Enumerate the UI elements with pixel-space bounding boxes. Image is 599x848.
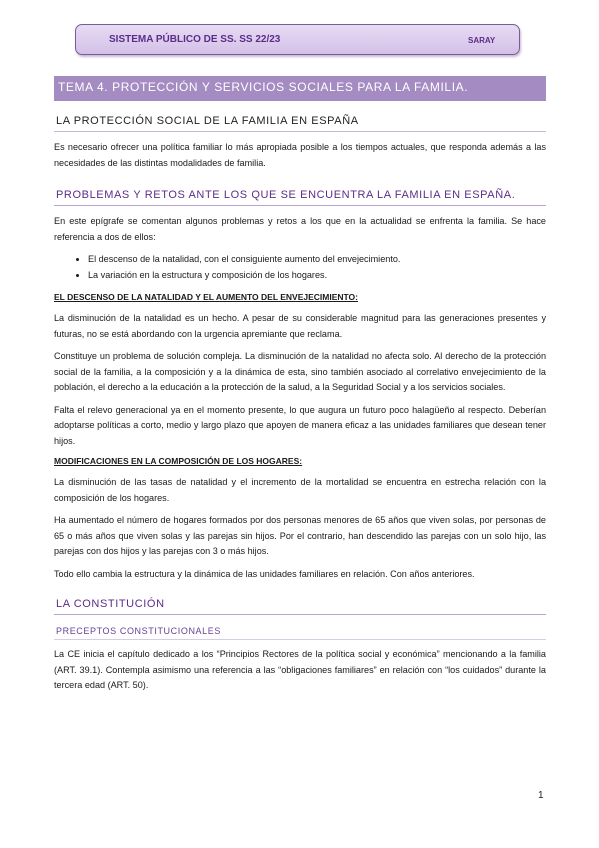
topic-title: TEMA 4. PROTECCIÓN Y SERVICIOS SOCIALES PARA LA FAMILIA. [54,76,546,101]
page-number: 1 [538,790,544,801]
header-author-name: SARAY [468,36,496,45]
bullet-list [54,252,546,283]
subheading-hogares: MODIFICACIONES EN LA COMPOSICIÓN DE LOS HOGARES: [54,456,303,466]
paragraph: En este epígrafe se comentan algunos problemas y retos a los que en la actualidad se enfrenta la familia. Se hace referencia a dos de ellos: [54,216,546,242]
page-header [75,24,520,55]
paragraph: Ha aumentado el número de hogares formados por dos personas menores de 65 años que viven solas, por personas de 65 o más años que viven solas y las parejas sin hijos. Por el contrario, han descendido las parejas con un solo hijo, las parejas con dos hijos y las parejas con 3 o más hijos. [54,515,546,556]
subheading-preceptos: PRECEPTOS CONSTITUCIONALES [54,623,546,640]
paragraph: La disminución de la natalidad es un hecho. A pesar de su considerable magnitud para las generaciones presentes y futuras, no se está abordando con la urgencia apremiante que reclama. [54,313,546,339]
paragraph: Es necesario ofrecer una política familiar lo más apropiada posible a los tiempos actuales, que responda además a las necesidades de las distintas modalidades de familia. [54,142,546,168]
header-org-title: SISTEMA PÚBLICO DE SS. SS 22/23 [109,34,281,45]
list-item: • La variación en la estructura y composición de los hogares. [88,268,546,284]
paragraph: Todo ello cambia la estructura y la dinámica de las unidades familiares en relación. Con años anteriores. [54,568,475,579]
list-item: • El descenso de la natalidad, con el consiguiente aumento del envejecimiento. [88,252,546,268]
section-heading-constitucion: LA CONSTITUCIÓN [54,592,546,615]
paragraph: Constituye un problema de solución compleja. La disminución de la natalidad no afecta solo. Al derecho de la protección social de la familia, a la composición y a la dinámica de esta, sino también asociado al correlativo envejecimiento de la población, el derecho a la educación a la protección de la salud, a la Seguridad Social y a los servicios sociales. [54,351,546,392]
paragraph: La disminución de las tasas de natalidad y el incremento de la mortalidad se encuentra en estrecha relación con la composición de los hogares. [54,477,546,503]
document-body [54,76,546,701]
paragraph: La CE inicia el capítulo dedicado a los “Principios Rectores de la política social y económica” mencionando a la familia (ART. 39.1). Contempla asimismo una referencia a las “obligaciones familiares” en relación con “los cuidados” durante la tercera edad (ART. 50). [54,649,546,690]
section-heading-problemas-retos: PROBLEMAS Y RETOS ANTE LOS QUE SE ENCUENTRA LA FAMILIA EN ESPAÑA. [54,183,546,206]
subheading-natalidad: EL DESCENSO DE LA NATALIDAD Y EL AUMENTO DEL ENVEJECIMIENTO: [54,292,358,302]
paragraph: Falta el relevo generacional ya en el momento presente, lo que augura un futuro poco halagüeño al respecto. Deberían adoptarse políticas a corto, medio y largo plazo que apoyen de manera eficaz a las unidades familiares que desean tener hijos. [54,404,546,446]
section-heading-proteccion-social: LA PROTECCIÓN SOCIAL DE LA FAMILIA EN ESPAÑA [54,109,546,132]
